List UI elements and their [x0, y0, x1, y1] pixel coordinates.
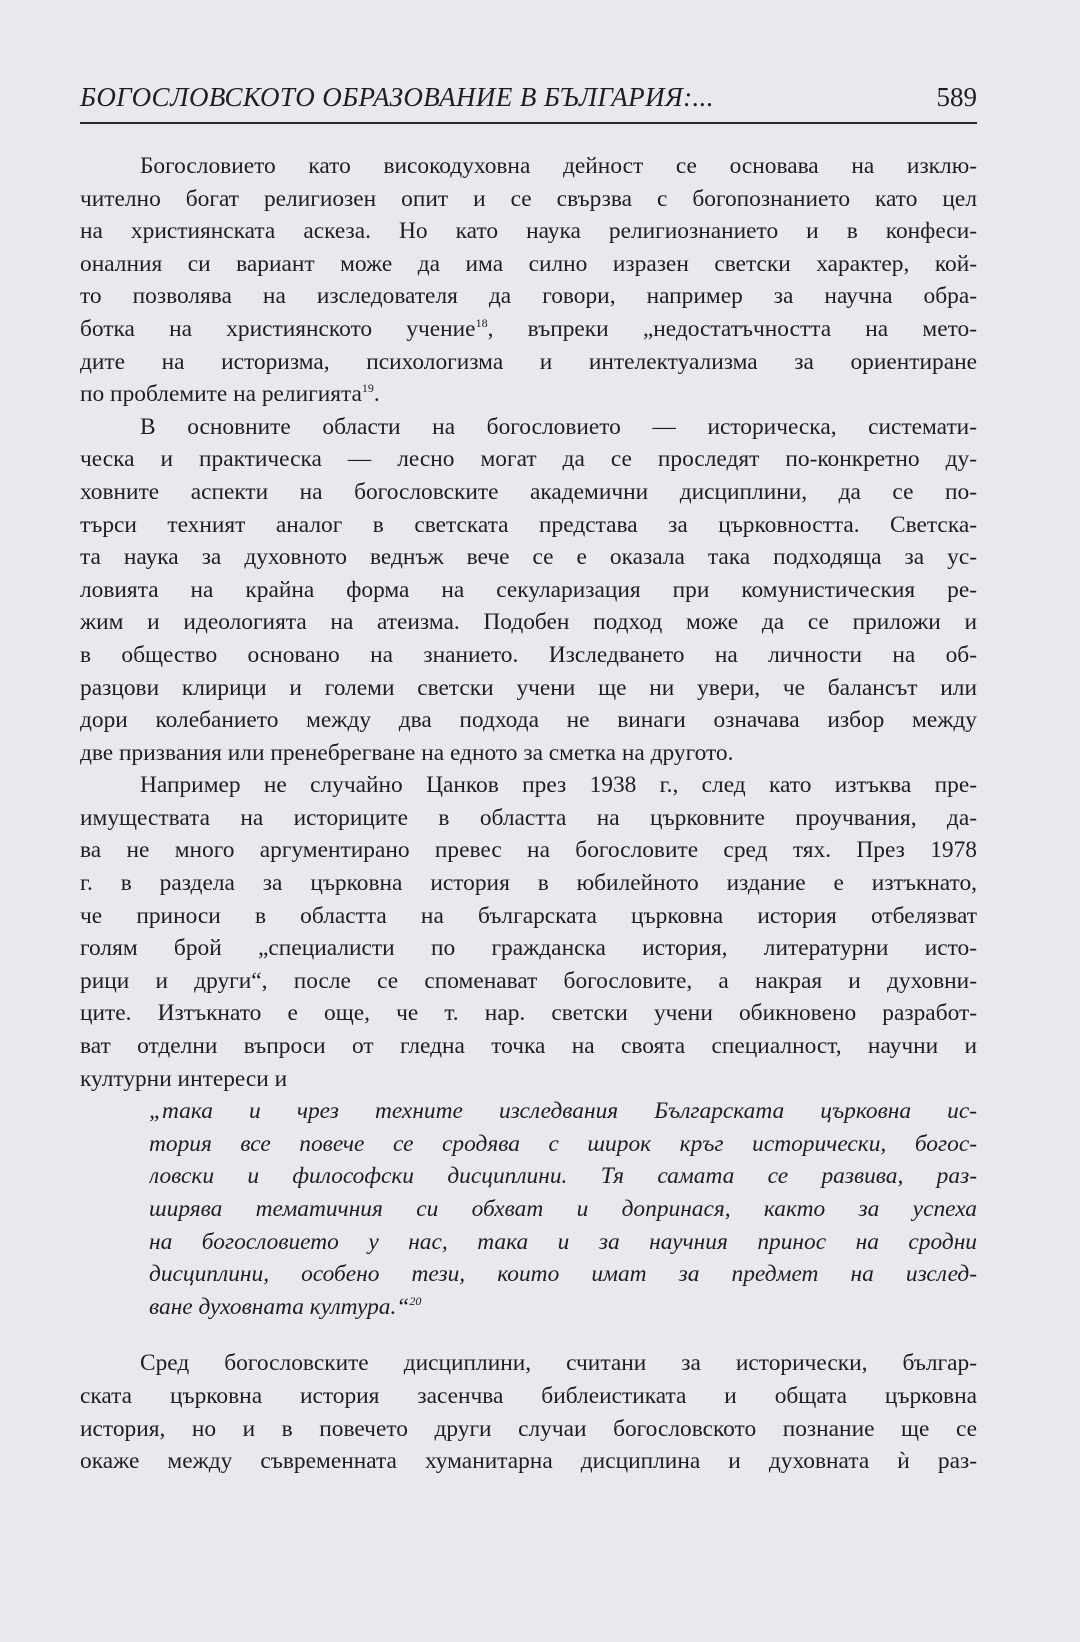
text-line: то позволява на изследователя да говори, например за научна обра- [80, 283, 977, 310]
text-line: жим и идеологията на атеизма. Подобен подход може да се приложи и [80, 609, 977, 636]
text-segment: , въпреки „недостатъчността на мето- [487, 315, 977, 342]
text-line: голям брой „специалисти по гражданска история, литературни исто- [80, 935, 977, 962]
running-title: БОГОСЛОВСКОТО ОБРАЗОВАНИЕ В БЪЛГАРИЯ:... [80, 82, 714, 112]
paragraph-4 [80, 1347, 977, 1477]
text-segment: по проблемите на религията [80, 381, 362, 408]
text-line: в общество основано на знанието. Изследването на личности на об- [80, 641, 977, 668]
text-line: В основните области на богословието — историческа, системати- [140, 413, 977, 440]
text-segment: . [373, 381, 380, 408]
text-line: търси техният аналог в светската представа за църковността. Светска- [80, 511, 977, 538]
footnote-ref: 18 [475, 315, 488, 330]
footnote-ref: 20 [409, 1293, 422, 1308]
page-number: 589 [936, 82, 977, 112]
quote-line [149, 1291, 977, 1324]
paragraph-1 [80, 150, 977, 411]
quote-line: на богословието у нас, така и за научния принос на сродни [149, 1228, 977, 1255]
text-line: г. в раздела за църковна история в юбилейното издание е изтъкнато, [80, 870, 977, 897]
text-line: Сред богословските дисциплини, считани за исторически, българ- [140, 1350, 977, 1377]
text-line: история, но и в повечето други случаи богословското познание ще се [80, 1415, 977, 1442]
text-segment: ботка на християнското учение [80, 315, 476, 342]
text-line: ците. Изтъкнато е още, че т. нар. светски учени обикновено разработ- [80, 1000, 977, 1027]
text-line: оналния си вариант може да има силно изразен светски характер, кой- [80, 250, 977, 277]
spacer [80, 1323, 977, 1347]
body-text [80, 150, 977, 1478]
text-segment: ване духовната култура.“ [149, 1293, 410, 1320]
quote-line: дисциплини, особено тези, които имат за предмет на изслед- [149, 1261, 977, 1288]
text-line: разцови клирици и големи светски учени ще ни увери, че балансът или [80, 674, 977, 701]
text-line: дите на историзма, психологизма и интелектуализма за ориентиране [80, 348, 977, 375]
text-line: културни интереси и [80, 1065, 288, 1092]
text-line: че приноси в областта на българската църковна история отбелязват [80, 902, 977, 929]
quote-line: ловски и философски дисциплини. Тя самата се развива, раз- [149, 1163, 977, 1190]
block-quote [149, 1095, 977, 1323]
text-line: ловията на крайна форма на секуларизация при комунистическия ре- [80, 576, 977, 603]
text-line: две призвания или пренебрегване на едното за сметка на другото. [80, 739, 734, 766]
text-line: Например не случайно Цанков през 1938 г., след като изтъква пре- [140, 772, 977, 799]
quote-line: „така и чрез техните изследвания Българската църковна ис- [149, 1098, 977, 1125]
quote-line: тория все повече се сродява с широк кръг исторически, богос- [149, 1130, 977, 1157]
text-line: ческа и практическа — лесно могат да се проследят по-конкретно ду- [80, 446, 977, 473]
text-line: Богословието като високодуховна дейност се основава на изклю- [140, 153, 977, 179]
page-header [80, 78, 977, 124]
paragraph-3 [80, 769, 977, 1095]
text-line [80, 378, 977, 411]
quote-line: ширява тематичния си обхват и допринася, както за успеха [149, 1196, 977, 1222]
text-line [80, 313, 977, 346]
text-line: та наука за духовното веднъж вече се е оказала така подходяща за ус- [80, 544, 977, 571]
text-line: ват отделни въпроси от гледна точка на своята специалност, научни и [80, 1033, 977, 1060]
paragraph-2 [80, 411, 977, 770]
text-line: чително богат религиозен опит и се свързва с богопознанието като цел [80, 185, 977, 212]
text-line: ва не много аргументирано превес на богословите сред тях. През 1978 [80, 837, 977, 864]
footnote-ref: 19 [361, 381, 374, 396]
text-line: рици и други“, после се споменават богословите, а накрая и духовни- [80, 967, 977, 994]
text-line: окаже между съвременната хуманитарна дисциплина и духовната ѝ раз- [80, 1448, 977, 1475]
text-line: имуществата на историците в областта на църковните проучвания, да- [80, 804, 977, 831]
text-line: ската църковна история засенчва библеистиката и общата църковна [80, 1382, 977, 1409]
text-line: ховните аспекти на богословските академични дисциплини, да се по- [80, 478, 977, 505]
text-line: дори колебанието между два подхода не винаги означава избор между [80, 707, 977, 734]
text-line: на християнската аскеза. Но като наука религиознанието и в конфеси- [80, 218, 977, 245]
